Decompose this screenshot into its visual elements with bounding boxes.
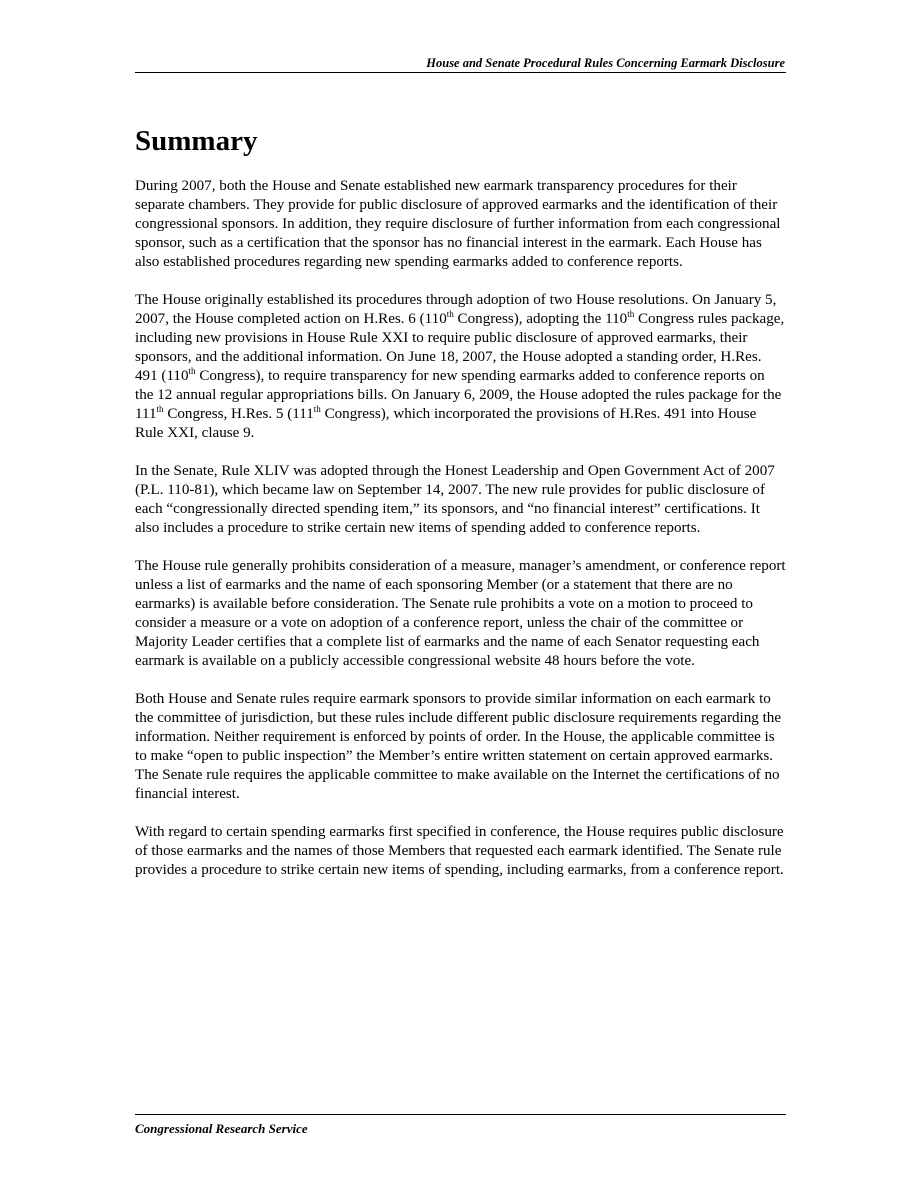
ordinal-suffix: th bbox=[446, 309, 454, 319]
paragraph-2-text-b: Congress), adopting the 110 bbox=[453, 311, 628, 327]
paragraph-6: With regard to certain spending earmarks first specified in conference, the House requires public disclosure of those earmarks and the names of those Members that requested each earmark identified. The Senate rule provides a procedure to strike certain new items of spending, including earmarks, from a conference report. bbox=[135, 824, 784, 878]
running-header: House and Senate Procedural Rules Concerning Earmark Disclosure bbox=[426, 56, 785, 70]
page-title: Summary bbox=[135, 125, 258, 157]
ordinal-suffix: th bbox=[313, 404, 321, 414]
paragraph-2-text-c: Congress rules package, including new provisions in House Rule XXI to require public disclosure of approved earmarks, their sponsors, and the additional information. On June 18, 2007, the House adopted a standing order, H.Res. 491 (110 bbox=[135, 311, 785, 384]
paragraph-1: During 2007, both the House and Senate established new earmark transparency procedures for their separate chambers. They provide for public disclosure of approved earmarks and the identification of their congressional sponsors. In addition, they require disclosure of further information from each congressional sponsor, such as a certification that the sponsor has no financial interest in the earmark. Each House has also established procedures regarding new spending earmarks added to conference reports. bbox=[135, 178, 781, 270]
ordinal-suffix: th bbox=[156, 404, 164, 414]
paragraph-2-text-a: The House originally established its procedures through adoption of two House resolutions. On January 5, 2007, the House completed action on H.Res. 6 (110 bbox=[135, 292, 777, 327]
paragraph-2-text-d: Congress), to require transparency for new spending earmarks added to conference reports on the 12 annual regular appropriations bills. On January 6, 2009, the House adopted the rules package for the 111 bbox=[135, 368, 782, 422]
running-footer: Congressional Research Service bbox=[135, 1121, 308, 1136]
summary-body bbox=[135, 177, 786, 899]
paragraph-3: In the Senate, Rule XLIV was adopted through the Honest Leadership and Open Government Act of 2007 (P.L. 110-81), which became law on September 14, 2007. The new rule provides for public disclosure of each “congressionally directed spending item,” its sponsors, and “no financial interest” certifications. It also includes a procedure to strike certain new items of spending added to conference reports. bbox=[135, 463, 775, 536]
paragraph-2-text-f: Congress), which incorporated the provisions of H.Res. 491 into House Rule XXI, clause 9. bbox=[135, 406, 757, 441]
paragraph-2-text-e: Congress, H.Res. 5 (111 bbox=[163, 406, 314, 422]
ordinal-suffix: th bbox=[627, 309, 635, 319]
paragraph-2 bbox=[135, 291, 786, 443]
paragraph-4: The House rule generally prohibits consideration of a measure, manager’s amendment, or conference report unless a list of earmarks and the name of each sponsoring Member (or a statement that there are no earmarks) is available before consideration. The Senate rule prohibits a vote on a motion to proceed to consider a measure or a vote on adoption of a conference report, unless the chair of the committee or Majority Leader certifies that a complete list of earmarks and the name of each Senator requesting each earmark is available on a publicly accessible congressional website 48 hours before the vote. bbox=[135, 558, 786, 669]
paragraph-5: Both House and Senate rules require earmark sponsors to provide similar information on each earmark to the committee of jurisdiction, but these rules include different public disclosure requirements regarding the information. Neither requirement is enforced by points of order. In the House, the applicable committee is to make “open to public inspection” the Member’s entire written statement on certain approved earmarks. The Senate rule requires the applicable committee to make available on the Internet the certifications of no financial interest. bbox=[135, 691, 782, 802]
header-rule bbox=[135, 72, 786, 73]
footer-rule bbox=[135, 1114, 786, 1115]
ordinal-suffix: th bbox=[188, 366, 196, 376]
